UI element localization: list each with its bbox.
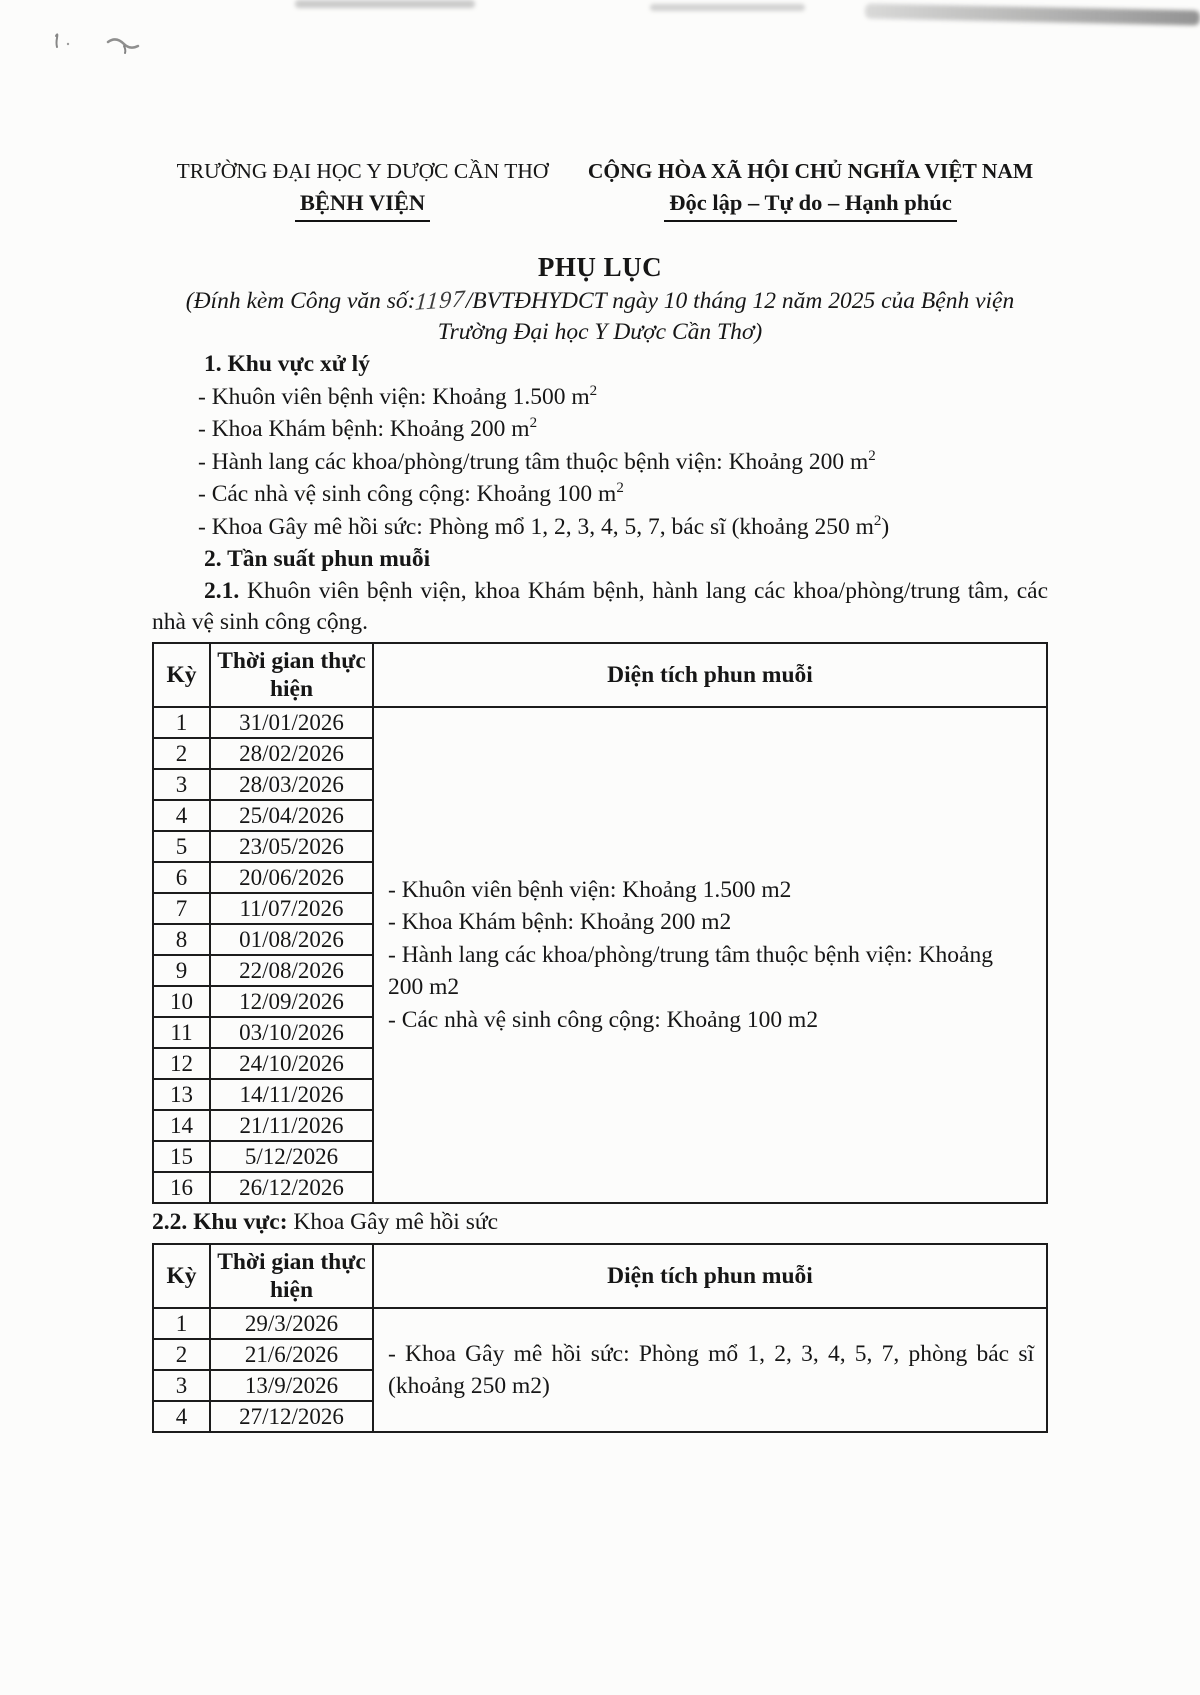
area-item-exam-dept: - Khoa Khám bệnh: Khoảng 200 $m^2$ [198, 415, 538, 443]
date-cell: 27/12/2026 [210, 1401, 373, 1432]
subsection-2-2-text: Khoa Gây mê hồi sức [287, 1209, 499, 1236]
header-cell-time: Thời gian thực hiện [210, 643, 373, 707]
period-cell: 1 [153, 707, 210, 738]
letterhead [152, 158, 1048, 222]
period-cell: 3 [153, 769, 210, 800]
date-cell: 25/04/2026 [210, 800, 373, 831]
period-cell: 12 [153, 1048, 210, 1079]
date-cell: 03/10/2026 [210, 1017, 373, 1048]
period-cell: 2 [153, 1339, 210, 1370]
subsection-2-2 [152, 1206, 1048, 1239]
header-cell-area: Diện tích phun muỗi [373, 643, 1047, 707]
national-motto: Độc lập – Tự do – Hạnh phúc [573, 188, 1048, 222]
header-cell-area: Diện tích phun muỗi [373, 1244, 1047, 1308]
period-cell: 5 [153, 831, 210, 862]
date-cell: 28/03/2026 [210, 769, 373, 800]
period-cell: 15 [153, 1141, 210, 1172]
period-cell: 13 [153, 1079, 210, 1110]
date-cell: 5/12/2026 [210, 1141, 373, 1172]
date-cell: 21/11/2026 [210, 1110, 373, 1141]
area-item-anesthesia: - Khoa Gây mê hồi sức: Phòng mổ 1, 2, 3, 4, 5, 7, bác sĩ (khoảng 250 $m^2$) [198, 512, 890, 540]
area-item-toilets: - Các nhà vệ sinh công cộng: Khoảng 100 $m^2$ [198, 480, 624, 508]
date-cell: 26/12/2026 [210, 1172, 373, 1203]
date-cell: 12/09/2026 [210, 986, 373, 1017]
header-cell-time: Thời gian thực hiện [210, 1244, 373, 1308]
period-cell: 9 [153, 955, 210, 986]
period-cell: 2 [153, 738, 210, 769]
country-name: CỘNG HÒA XÃ HỘI CHỦ NGHĨA VIỆT NAM [587, 159, 1034, 183]
date-cell: 29/3/2026 [210, 1308, 373, 1339]
date-cell: 31/01/2026 [210, 707, 373, 738]
attachment-note-line2: Trường Đại học Y Dược Cần Thơ) [437, 319, 763, 345]
date-cell: 20/06/2026 [210, 862, 373, 893]
period-cell: 8 [153, 924, 210, 955]
pen-scribble-icon [48, 26, 158, 62]
table-header-row [153, 1244, 1047, 1308]
spray-schedule-table-1 [152, 642, 1048, 1204]
table-row [153, 707, 1047, 738]
subsection-2-1 [152, 576, 1048, 638]
date-cell: 01/08/2026 [210, 924, 373, 955]
date-cell: 13/9/2026 [210, 1370, 373, 1401]
letterhead-right [573, 158, 1048, 222]
letterhead-left [152, 158, 573, 222]
period-cell: 1 [153, 1308, 210, 1339]
date-cell: 24/10/2026 [210, 1048, 373, 1079]
spray-schedule-table-2 [152, 1243, 1048, 1433]
period-cell: 4 [153, 800, 210, 831]
subsection-2-1-label: 2.1. [204, 578, 240, 605]
subsection-2-2-label: 2.2. Khu vực: [152, 1209, 288, 1236]
table-header-row [153, 643, 1047, 707]
attachment-note [152, 286, 1048, 348]
period-cell: 4 [153, 1401, 210, 1432]
date-cell: 23/05/2026 [210, 831, 373, 862]
scan-streak-artifact [650, 4, 805, 11]
date-cell: 21/6/2026 [210, 1339, 373, 1370]
scan-streak-artifact [295, 0, 475, 8]
date-cell: 11/07/2026 [210, 893, 373, 924]
table-row [153, 1308, 1047, 1339]
attachment-note-pre: (Đính kèm Công văn số: [185, 288, 416, 314]
document-number-handwritten: 1197 [414, 286, 467, 316]
dept-name: BỆNH VIỆN [152, 188, 573, 222]
section-2-heading: 2. Tần suất phun muỗi [204, 546, 431, 573]
date-cell: 22/08/2026 [210, 955, 373, 986]
document-content [152, 158, 1048, 1433]
area-description-cell: - Khuôn viên bệnh viện: Khoảng 1.500 m2 - Khoa Khám bệnh: Khoảng 200 m2 - Hành lang các khoa/phòng/trung tâm thuộc bệnh viện: Khoảng 200 m2 - Các nhà vệ sinh công cộng: Khoảng 100 m2 [373, 707, 1047, 1203]
area-item-campus: - Khuôn viên bệnh viện: Khoảng 1.500 $m^2$ [198, 383, 598, 410]
period-cell: 7 [153, 893, 210, 924]
period-cell: 16 [153, 1172, 210, 1203]
scan-streak-artifact [865, 3, 1200, 25]
date-cell: 28/02/2026 [210, 738, 373, 769]
header-cell-ky: Kỳ [153, 1244, 210, 1308]
subsection-2-1-text: Khuôn viên bệnh viện, khoa Khám bệnh, hành lang các khoa/phòng/trung tâm, các nhà vệ sinh công cộng. [152, 578, 1048, 636]
period-cell: 6 [153, 862, 210, 893]
attachment-note-post: /BVTĐHYDCT ngày 10 tháng 12 năm 2025 của Bệnh viện [465, 288, 1015, 314]
period-cell: 11 [153, 1017, 210, 1048]
period-cell: 14 [153, 1110, 210, 1141]
period-cell: 10 [153, 986, 210, 1017]
section-1-heading: 1. Khu vực xử lý [204, 351, 370, 377]
org-name: TRƯỜNG ĐẠI HỌC Y DƯỢC CẦN THƠ [176, 159, 549, 183]
header-cell-ky: Kỳ [153, 643, 210, 707]
date-cell: 14/11/2026 [210, 1079, 373, 1110]
area-description-cell: - Khoa Gây mê hồi sức: Phòng mổ 1, 2, 3, 4, 5, 7, phòng bác sĩ (khoảng 250 m2) [373, 1308, 1047, 1432]
appendix-title: PHỤ LỤC [537, 252, 663, 282]
period-cell: 3 [153, 1370, 210, 1401]
area-item-corridors: - Hành lang các khoa/phòng/trung tâm thuộc bệnh viện: Khoảng 200 $m^2$ [198, 447, 876, 475]
